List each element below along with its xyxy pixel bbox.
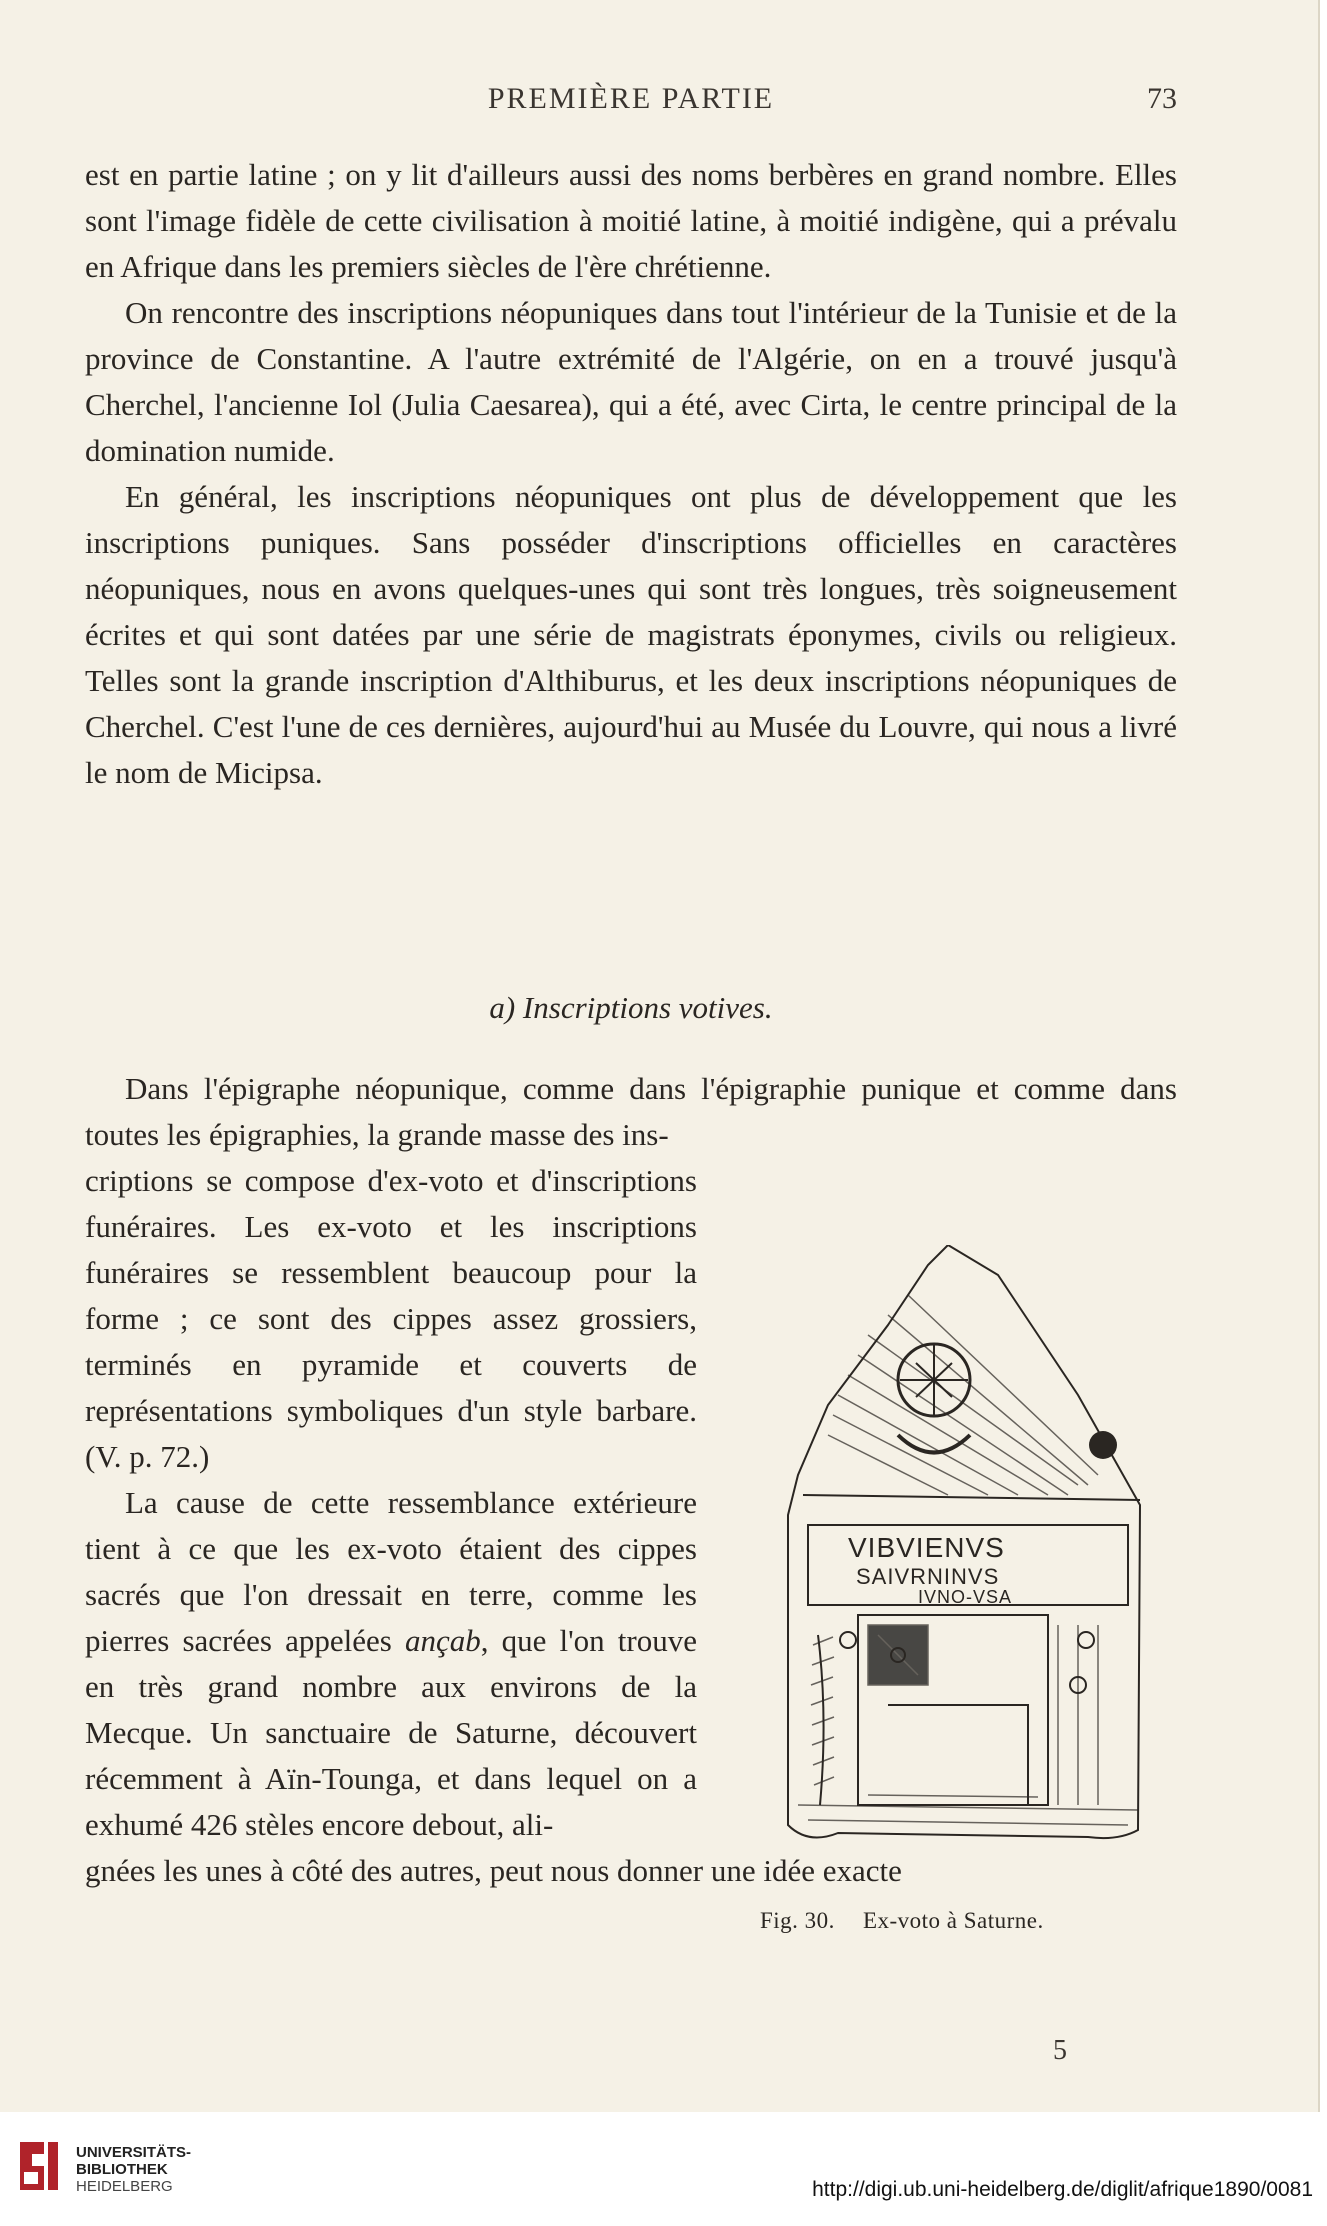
library-name xyxy=(76,2144,191,2195)
stele-line-3: IVNO-VSA xyxy=(918,1587,1013,1607)
library-line-2: BIBLIOTHEK xyxy=(76,2161,168,2178)
wrap-2-text-b: , que l'on trouve en très grand nombre aux environs de la Mecque. Un sanctuaire de Saturne, découvert récemment à Aïn-Tounga, et dans lequel on a exhumé 426 stèles encore debout, ali- xyxy=(85,1623,697,1842)
running-header xyxy=(85,82,1177,126)
stele-top-ledge xyxy=(803,1495,1140,1500)
stele-figure xyxy=(748,1245,1178,1875)
stele-line-2: SAIVRNINVS xyxy=(856,1564,1000,1589)
wrapped-column xyxy=(85,1158,697,1848)
figure-number: Fig. 30. xyxy=(760,1908,835,1933)
signature-mark: 5 xyxy=(1053,2035,1067,2066)
library-line-3: HEIDELBERG xyxy=(76,2178,173,2195)
inner-niche xyxy=(888,1705,1028,1805)
italic-term: ançab xyxy=(404,1623,481,1658)
last-line: gnées les unes à côté des autres, peut nous donner une idée exacte xyxy=(85,1853,902,1888)
digitization-footer xyxy=(0,2112,1327,2226)
disc-ornament-icon xyxy=(1089,1431,1117,1459)
figure-caption-text: Ex-voto à Saturne. xyxy=(862,1908,1044,1933)
paragraph-1: est en partie latine ; on y lit d'ailleurs aussi des noms berbères en grand nombre. Elles sont l'image fidèle de cette civilisation à moitié latine, à moitié indigène, qui a prévalu en Afrique dans les premiers siècles de l'ère chrétienne. xyxy=(85,157,1177,284)
page-number: 73 xyxy=(1147,82,1177,115)
figure-caption xyxy=(760,1908,1180,1934)
paragraph-wrap-2 xyxy=(85,1480,697,1848)
paragraph-wrap-1: criptions se compose d'ex-voto et d'inscriptions funéraires. Les ex-voto et les inscriptions funéraires se ressemblent beaucoup pour la forme ; ce sont des cippes assez grossiers, terminés en pyramide et couverts de représentations symboliques d'un style barbare. (V. p. 72.) xyxy=(85,1163,697,1474)
wrap-2-text-a: La cause de cette ressemblance extérieure tient à ce que les ex-voto étaient des cippes sacrés que l'on dressait en terre, comme les pierres sacrées appelées xyxy=(85,1485,697,1658)
section-title: a) Inscriptions votives. xyxy=(489,990,773,1025)
rosette-icon xyxy=(900,1345,968,1415)
source-url[interactable]: http://digi.ub.uni-heidelberg.de/diglit/afrique1890/0081 xyxy=(812,2178,1313,2201)
stele-line-1: VIBVIENVS xyxy=(848,1532,1005,1563)
section-intro: Dans l'épigraphe néopunique, comme dans l'épigraphie punique et comme dans toutes les épigraphies, la grande masse des ins- xyxy=(85,1071,1177,1152)
paragraph-3: En général, les inscriptions néopuniques ont plus de développement que les inscriptions puniques. Sans posséder d'inscriptions officielles en caractères néopuniques, nous en avons quelques-unes qui sont très longues, très soigneusement écrites et qui sont datées par une série de magistrats éponymes, civils ou religieux. Telles sont la grande inscription d'Althiburus, et les deux inscriptions néopuniques de Cherchel. C'est l'une de ces dernières, aujourd'hui au Musée du Louvre, qui nous a livré le nom de Micipsa. xyxy=(85,479,1177,790)
running-title: PREMIÈRE PARTIE xyxy=(487,82,775,115)
crescent-icon xyxy=(898,1435,970,1453)
body-text-top xyxy=(85,152,1177,796)
library-line-1: UNIVERSITÄTS- xyxy=(76,2144,192,2161)
library-logo-icon xyxy=(14,2138,64,2194)
paragraph-2: On rencontre des inscriptions néopuniques dans tout l'intérieur de la Tunisie et de la province de Constantine. A l'autre extrémité de l'Algérie, on en a trouvé jusqu'à Cherchel, l'ancienne Iol (Julia Caesarea), qui a été, avec Cirta, le centre principal de la domination numide. xyxy=(85,295,1177,468)
